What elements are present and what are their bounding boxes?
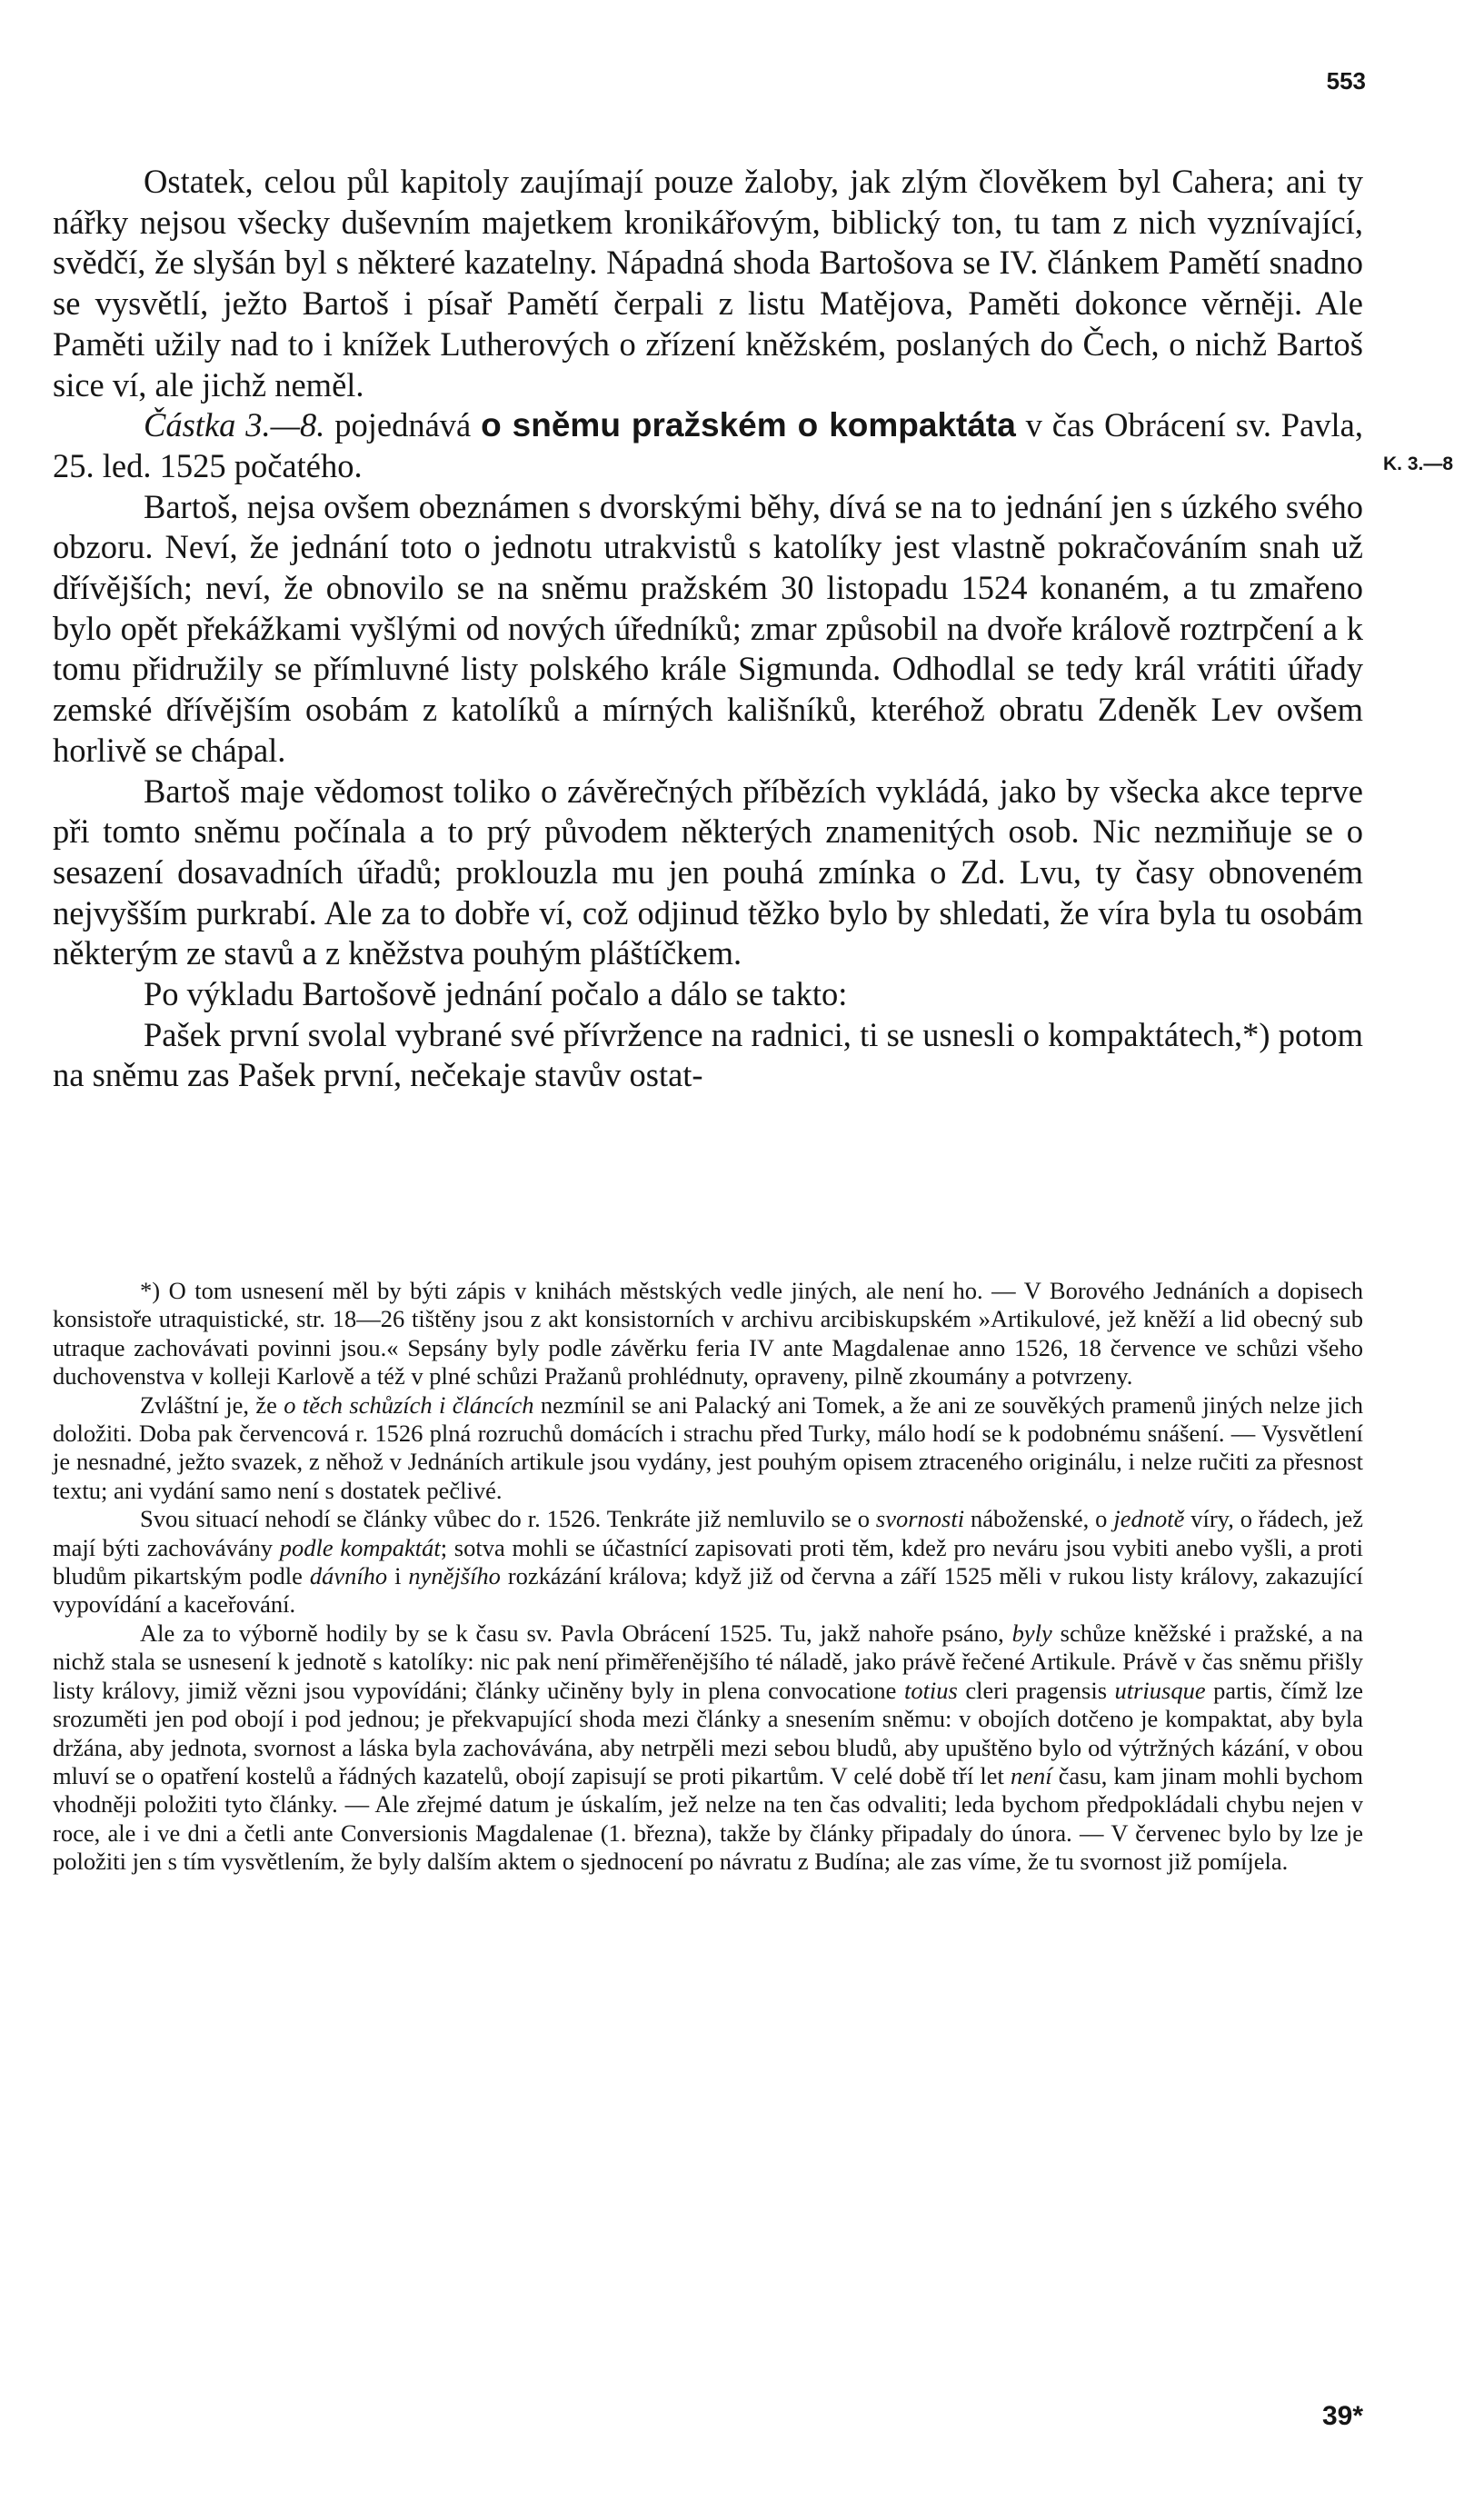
- section-ref: Částka 3.—8.: [144, 406, 325, 444]
- section-topic: o sněmu pražském o kompaktáta: [481, 406, 1016, 444]
- paragraph-section: [53, 405, 1363, 486]
- text-run: partis, čímž lze srozuměti jen pod obojí i pod jednou; je překvapující shoda mezi články a snesením sněmu: v obojích dotčeno je kompaktat, aby byla držána, aby jednota, svornost a láska byla zachovávána, aby netrpěli mezi sebou bludů, aby upuštěno bylo od výtržných kázání, v obou mluví se o opatření kostelů a řádných kazatelů, obojí zapisují se proti pikartům. V celé době tří let: [53, 1676, 1363, 1789]
- text-run: cleri pragensis: [957, 1676, 1115, 1704]
- text-run-italic: svornosti: [875, 1505, 965, 1533]
- text-run: náboženské, o: [964, 1505, 1114, 1533]
- paragraph: Bartoš maje vědomost toliko o závěrečných příbězích vykládá, jako by všecka akce teprve při tomto sněmu počínala a to prý původem některých znamenitých osob. Nic nezmiňuje se o sesazení dosavadních úřadů; proklouzla mu jen pouhá zmínka o Zd. Lvu, ty časy obnoveném nejvyšším purkrabí. Ale za to dobře ví, což odjinud těžko bylo by shledati, že víra byla tu osobám některým ze stavů a z kněžstva pouhým pláštíčkem.: [53, 772, 1363, 972]
- text-run: v čas Obrácení sv. Pavla, 25. led. 1525 počatého.: [53, 406, 1363, 484]
- text-run: víry, o řádech, jež mají býti zachovávány: [53, 1505, 1363, 1561]
- paragraph: Pašek první svolal vybrané své přívržence na radnici, ti se usnesli o kompaktátech,*) potom na sněmu zas Pašek první, nečekaje stavův ostat-: [53, 1015, 1363, 1094]
- footnote: *) O tom usnesení měl by býti zápis v knihách městských vedle jiných, ale není ho. — V Borového Jednáních a dopisech konsistoře utraquistické, str. 18—26 tištěny jsou z akt konsistorních v archivu arcibiskupském »Artikulové, jež kněží a lid obecný sub utraque zachovávati povinni jsou.« Sepsány byly podle závěrku feria IV ante Magdalenae anno 1526, 18 července ve schůzi všeho duchovenstva v kolleji Karlově a též v plné schůzi Pražanů prohlédnuty, opraveny, pilně zkoumány a potvrzeny.: [53, 1277, 1363, 1390]
- paragraph: Ostatek, celou půl kapitoly zaujímají pouze žaloby, jak zlým člověkem byl Cahera; ani ty nářky nejsou všecky duševním majetkem kronikářovým, biblický ton, tu tam z nich vyznívající, svědčí, že slyšán byl s některé kazatelny. Nápadná shoda Bartošova se IV. článkem Pamětí snadno se vysvětlí, ježto Bartoš i písař Pamětí čerpali z listu Matějova, Paměti dokonce věrněji. Ale Paměti užily nad to i knížek Lutherových o zřízení kněžském, poslaných do Čech, o nichž Bartoš sice ví, ale jichž neměl.: [53, 163, 1363, 404]
- text-run-italic: byly: [1011, 1619, 1052, 1647]
- text-run-italic: jednotě: [1113, 1505, 1185, 1533]
- printer-signature: 39*: [1321, 2401, 1363, 2431]
- paragraph: Bartoš, nejsa ovšem obeznámen s dvorskými běhy, dívá se na to jednání jen s úzkého svého obzoru. Neví, že jednání toto o jednotu utrakvistů s katolíky jest vlastně pokračováním snah už dřívějších; neví, že obnovilo se na sněmu pražském 30 listopadu 1524 konaném, a tu zmařeno bylo opět překážkami vyšlými od nových úředníků; zmar způsobil na dvoře králově roztrpčení a k tomu přidružily se přímluvné listy polského krále Sigmunda. Odhodlal se tedy král vrátiti úřady zemské dřívějším osobám z katolíků a mírných kališníků, kteréhož obratu Zdeněk Lev ovšem horlivě se chápal.: [53, 487, 1363, 769]
- text-run: času, kam jinam mohli bychom vhodněji položiti tyto články. — Ale zřejmé datum je úskalím, jež nelze na ten čas odvaliti; leda bychom předpokládali chybu nejen v roce, ale i ve dni a četli ante Conversionis Magdalenae (1. března), takže by články připadaly do února. — V červenec bylo by lze je položiti jen s tím vysvětlením, že byly dalším aktem o sjednocení po návratu z Budína; ale zas víme, že tu svornost již pomíjela.: [53, 1761, 1363, 1876]
- text-run: rozkázání králova; když již od června a září 1525 měli v rukou listy královy, zakazující vypovídání a kaceřování.: [53, 1562, 1363, 1619]
- text-run: ; sotva mohli se účastnící zapisovati proti těm, kdež pro neváru jsou vybiti anebo vyšli, a proti bludům pikartským podle: [53, 1533, 1363, 1590]
- footnote-paragraph: [53, 1619, 1363, 1877]
- text-run: pojednává: [324, 406, 482, 444]
- main-text: [53, 162, 1363, 1096]
- text-run-italic: utriusque: [1114, 1676, 1206, 1704]
- text-run-italic: totius: [903, 1676, 958, 1704]
- text-run: Zvláštní je, že: [140, 1390, 284, 1419]
- paragraph: Po výkladu Bartošově jednání počalo a dálo se takto:: [144, 975, 848, 1013]
- text-run-italic: podle kompaktát: [279, 1533, 441, 1561]
- footnote-paragraph: [53, 1505, 1363, 1619]
- text-run-italic: nynějšího: [408, 1562, 501, 1590]
- text-run-italic: dávního: [309, 1562, 388, 1590]
- text-run: Ale za to výborně hodily by se k času sv. Pavla Obrácení 1525. Tu, jakž nahoře psáno,: [140, 1619, 1012, 1647]
- text-run-italic: o těch schůzích i článcích: [284, 1390, 534, 1419]
- text-run: Svou situací nehodí se články vůbec do r. 1526. Tenkráte již nemluvilo se o: [140, 1505, 876, 1533]
- footnote-paragraph: [53, 1391, 1363, 1506]
- page-number: 553: [1326, 67, 1366, 95]
- text-run-italic: není: [1010, 1761, 1052, 1789]
- margin-note: K. 3.—8: [1383, 453, 1454, 474]
- text-run: nezmínil se ani Palacký ani Tomek, a že ani ze souvěkých pramenů jiných nelze jich doložiti. Doba pak červencová r. 1526 plná rozruchů domácích i strachu před Turky, málo hodí se k podobnému snášení. — Vysvětlení je nesnadné, ježto svazek, z něhož v Jednáních artikule jsou vydány, jest pouhým opisem ztraceného originálu, i nelze ručiti za přesnost textu; ani vydání samo není s dostatek pečlivé.: [53, 1390, 1363, 1504]
- footnotes: [53, 1277, 1363, 1877]
- text-run: schůze kněžské i pražské, a na nichž stala se usnesení k jednotě s katolíky: nic pak není přiměřenějšího té náladě, jako právě řečené Artikule. Právě v čas sněmu přišly listy královy, jimiž vězni jsou vypovídáni; články učiněny byly in plena convocatione: [53, 1619, 1363, 1704]
- text-run: i: [387, 1562, 409, 1590]
